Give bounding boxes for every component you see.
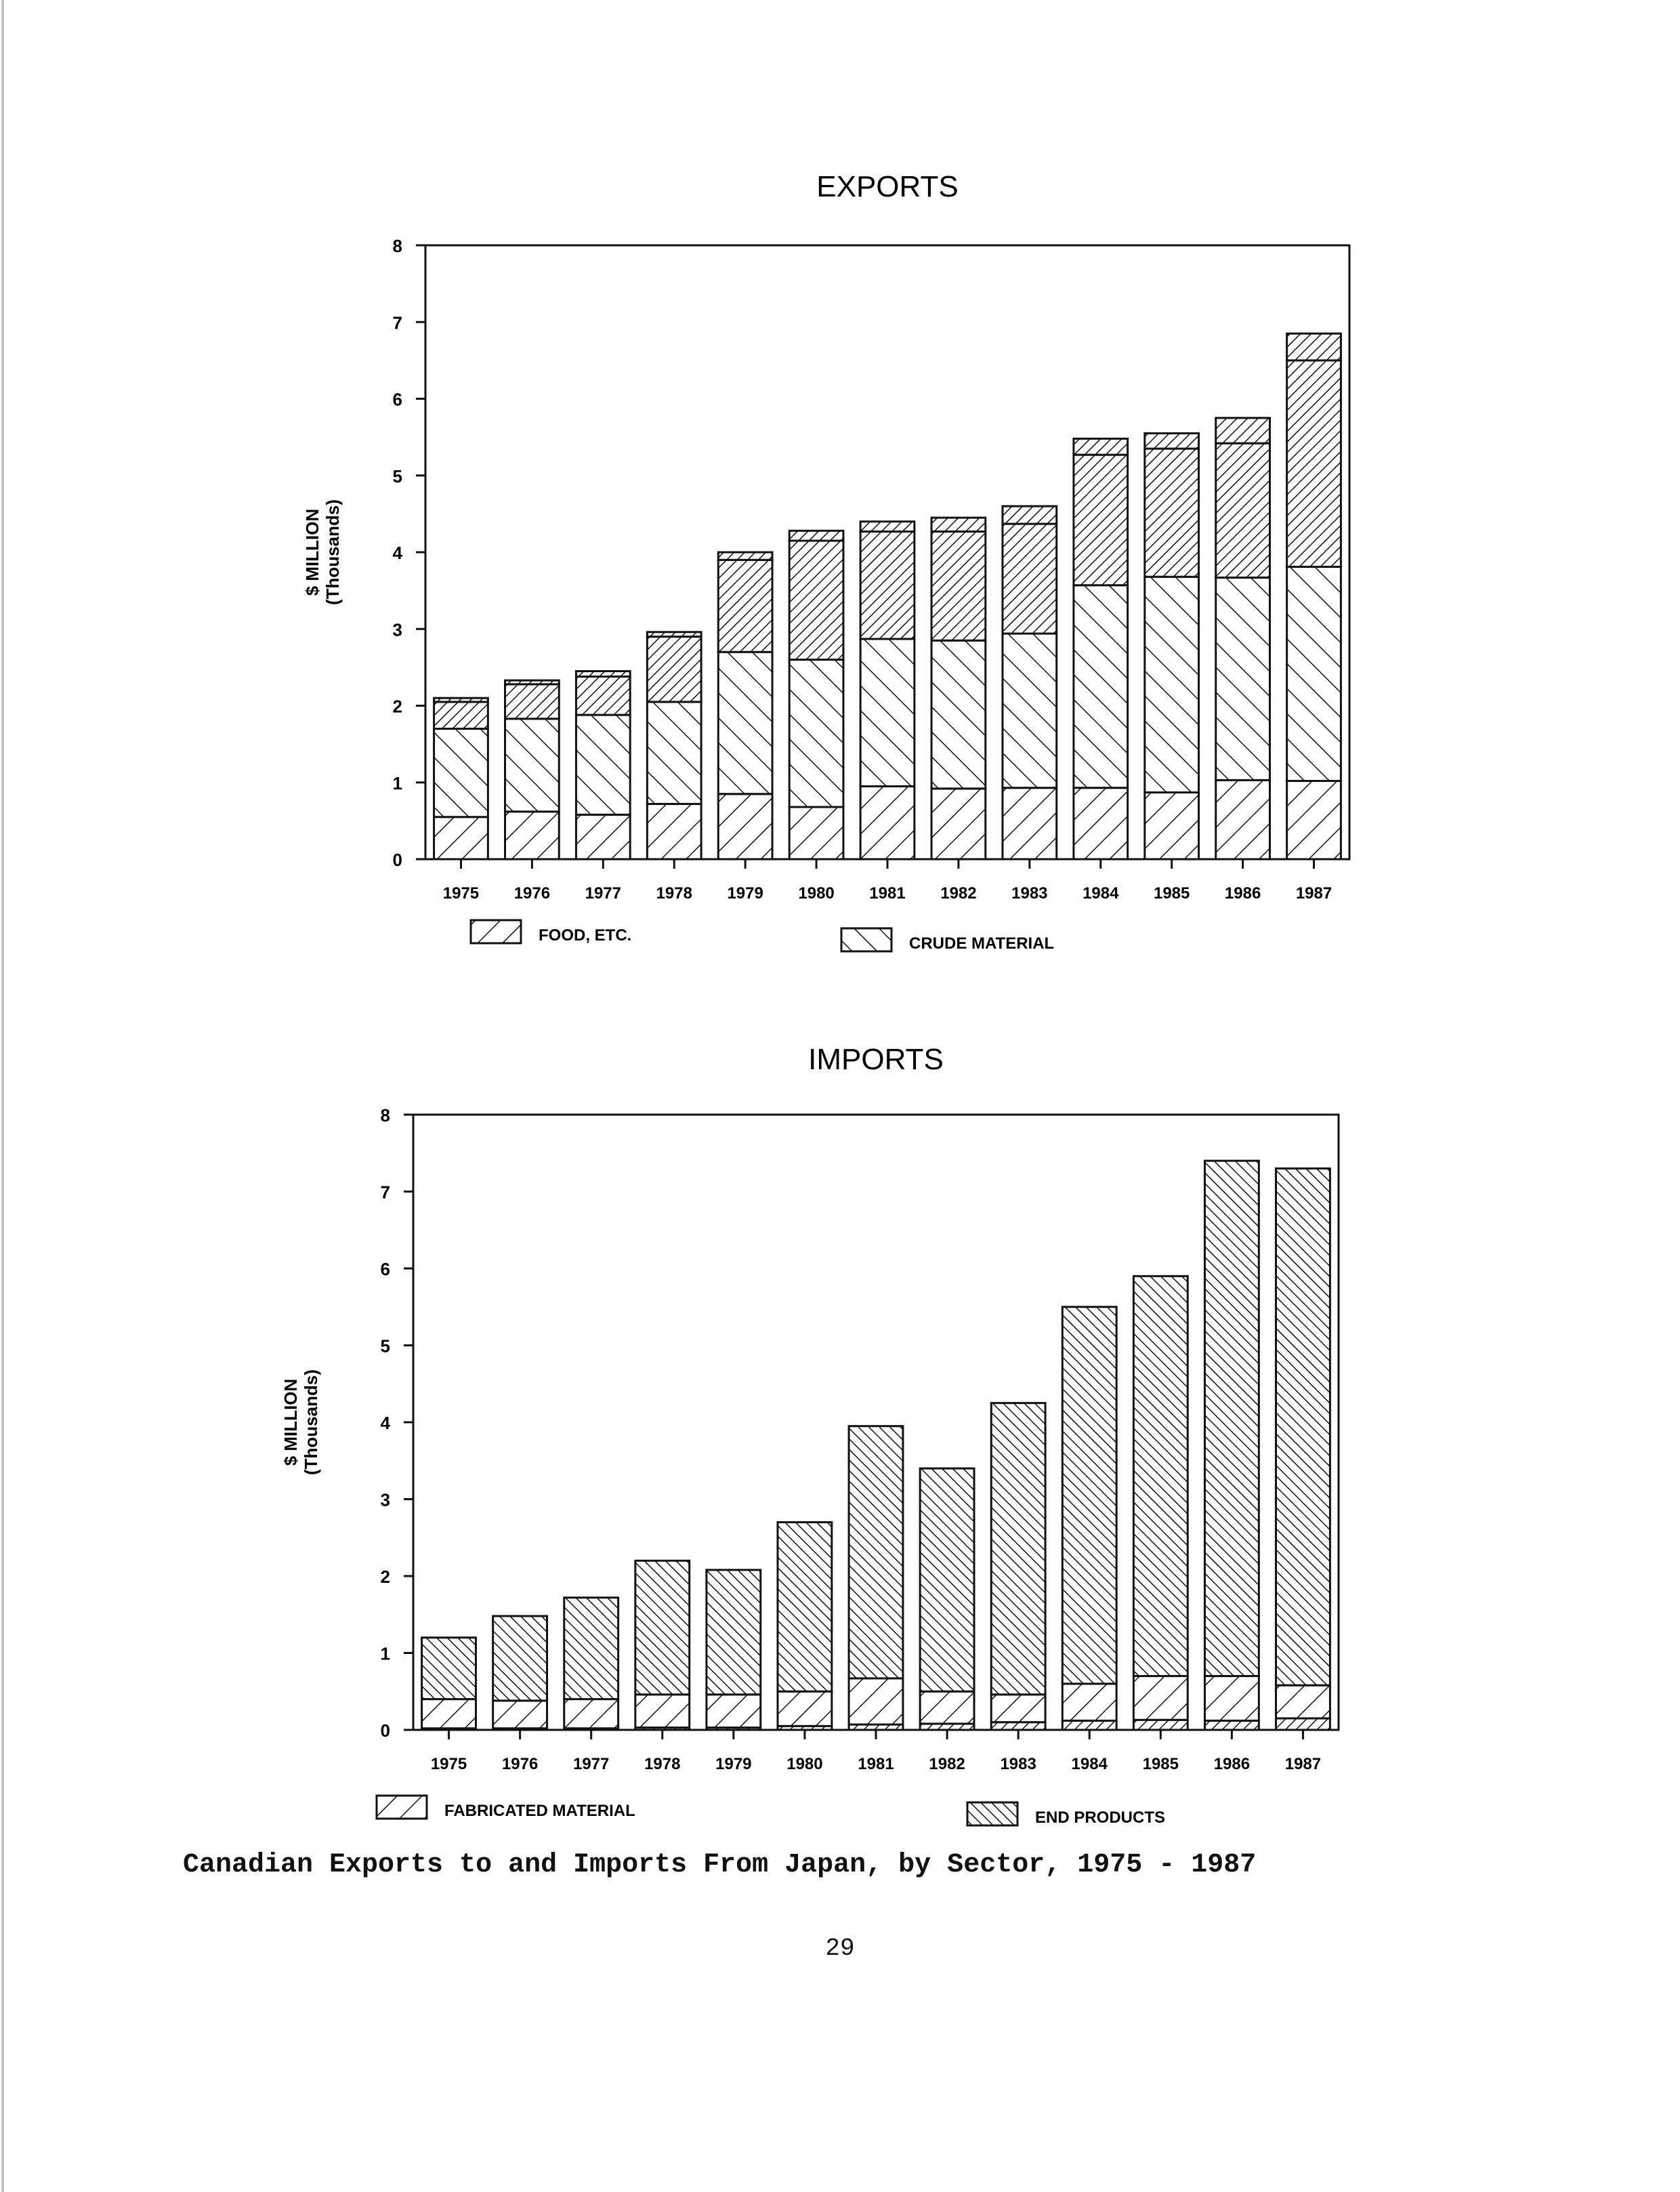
bar-segment [1074,455,1128,585]
x-tick-label: 1984 [1083,884,1119,903]
bar-segment [1145,792,1199,859]
bar-segment [1074,438,1128,455]
bar-segment [1062,1684,1116,1720]
bar-segment [1062,1307,1116,1684]
bar-segment [1133,1720,1188,1730]
exports-chart [302,170,1349,953]
bar-segment [1003,506,1057,524]
bar-segment [1216,418,1270,443]
x-tick-label: 1987 [1284,1755,1322,1773]
bar-segment [789,531,843,541]
x-tick-label: 1980 [786,1755,823,1773]
bar-segment [493,1616,547,1701]
x-tick-label: 1980 [798,884,835,903]
legend-swatch [377,1796,427,1819]
x-tick-label: 1985 [1142,1755,1179,1773]
legend-swatch [967,1802,1017,1825]
bar-segment [718,794,772,859]
bar-segment [505,719,560,812]
bar-segment [434,702,488,729]
legend-swatch [841,928,891,951]
bar-segment [991,1722,1045,1730]
bar-segment [718,560,772,652]
y-tick-label: 1 [380,1643,390,1664]
bar-segment [635,1695,690,1728]
bar-segment [1204,1720,1259,1730]
bar-segment [1216,443,1270,577]
bar-segment [860,522,915,532]
bar-segment [576,814,630,859]
bar-segment [920,1468,974,1691]
y-tick-label: 3 [392,619,402,640]
x-tick-label: 1975 [442,884,480,903]
legend-swatch [471,920,521,943]
bar-segment [1216,577,1270,780]
bar-segment [647,637,701,702]
x-tick-label: 1983 [1011,884,1048,903]
x-tick-label: 1986 [1213,1755,1251,1773]
y-tick-label: 5 [392,466,402,487]
legend-label: CRUDE MATERIAL [909,934,1055,953]
y-tick-label: 8 [380,1105,390,1125]
bar-segment [860,531,915,639]
bar-segment [849,1426,903,1678]
y-tick-label: 6 [392,389,402,410]
y-tick-label: 7 [380,1182,390,1203]
x-tick-label: 1975 [430,1755,467,1773]
legend-label: FOOD, ETC. [539,926,632,945]
bar-segment [505,684,560,719]
y-tick-label: 5 [380,1336,390,1357]
bar-segment [576,671,630,677]
bar-segment [718,552,772,560]
bar-segment [1204,1676,1259,1721]
bar-segment [931,789,986,859]
x-tick-label: 1982 [940,884,977,903]
bar-segment [434,817,488,859]
imports-chart [280,1043,1339,1827]
x-tick-label: 1987 [1295,884,1332,903]
bar-segment [647,632,701,637]
x-tick-label: 1986 [1224,884,1261,903]
bar-segment [1276,1685,1330,1718]
x-tick-label: 1976 [501,1755,539,1773]
bar-segment [1204,1161,1259,1676]
y-axis-label [280,1369,321,1475]
bar-segment [635,1560,690,1694]
bar-segment [647,702,701,804]
x-tick-label: 1984 [1071,1755,1108,1773]
y-axis-label [302,499,343,605]
legend-label: FABRICATED MATERIAL [444,1802,635,1820]
bar-segment [1003,634,1057,788]
bar-segment [1216,780,1270,859]
bar-segment [860,786,915,859]
bar-segment [576,676,630,715]
y-tick-label: 4 [380,1413,390,1433]
y-tick-label: 1 [392,772,402,793]
y-axis-label-main: $ MILLION [302,508,322,596]
y-tick-label: 6 [380,1259,390,1279]
bar-segment [505,812,560,859]
bar-segment [920,1691,974,1724]
bar-segment [1133,1676,1188,1720]
bar-segment [434,728,488,816]
bar-segment [778,1691,832,1726]
bar-segment [1276,1168,1330,1685]
bar-segment [1133,1276,1188,1676]
x-tick-label: 1983 [1000,1755,1036,1773]
bar-segment [647,804,701,859]
bar-segment [789,541,843,660]
bar-segment [422,1638,476,1699]
bar-segment [1074,788,1128,859]
bar-segment [434,698,488,702]
bar-segment [564,1598,618,1699]
bar-segment [1145,577,1199,792]
figure-caption: Canadian Exports to and Imports From Japan, by Sector, 1975 - 1987 [183,1850,1257,1880]
chart-title: EXPORTS [816,170,959,203]
y-tick-label: 4 [392,543,402,563]
x-tick-label: 1977 [585,884,622,903]
x-tick-label: 1977 [572,1755,610,1773]
bar-segment [1287,333,1341,360]
bar-segment [1287,781,1341,859]
bar-segment [991,1403,1045,1695]
bar-segment [422,1699,476,1729]
bar-segment [778,1523,832,1692]
bar-segment [860,639,915,786]
bar-segment [1062,1720,1116,1730]
x-tick-label: 1982 [929,1755,965,1773]
y-tick-label: 2 [392,696,402,717]
bar-segment [707,1695,761,1728]
x-tick-label: 1985 [1153,884,1190,903]
x-tick-label: 1978 [644,1755,681,1773]
bar-segment [849,1678,903,1724]
bar-segment [931,518,986,531]
chart-title: IMPORTS [808,1043,944,1076]
y-axis-label-sub: (Thousands) [301,1369,321,1475]
y-tick-label: 0 [380,1720,390,1741]
y-tick-label: 7 [392,312,402,333]
bar-segment [789,660,843,807]
bar-segment [1145,433,1199,449]
bar-segment [707,1570,761,1695]
bar-segment [1003,524,1057,634]
x-tick-label: 1979 [715,1755,752,1773]
bar-segment [576,715,630,814]
bar-segment [1276,1718,1330,1730]
bar-segment [718,652,772,794]
x-tick-label: 1979 [727,884,763,903]
bar-segment [1287,360,1341,567]
x-tick-label: 1981 [858,1755,894,1773]
bar-segment [789,807,843,859]
bar-segment [931,640,986,789]
y-tick-label: 0 [392,850,402,870]
y-axis-label-sub: (Thousands) [322,499,343,605]
page-number: 29 [825,1935,855,1962]
bar-segment [1145,449,1199,577]
bar-segment [931,531,986,640]
y-tick-label: 2 [380,1567,390,1587]
bar-segment [1074,585,1128,788]
y-axis-label-main: $ MILLION [280,1378,301,1466]
y-tick-label: 8 [392,236,402,256]
bar-segment [991,1695,1045,1722]
x-tick-label: 1981 [869,884,906,903]
bar-segment [493,1701,547,1729]
bar-segment [1287,567,1341,781]
x-tick-label: 1976 [513,884,551,903]
legend-label: END PRODUCTS [1035,1808,1166,1827]
bar-segment [505,680,560,684]
y-tick-label: 3 [380,1489,390,1510]
x-tick-label: 1978 [656,884,692,903]
bar-segment [564,1699,618,1729]
bar-segment [1003,788,1057,859]
